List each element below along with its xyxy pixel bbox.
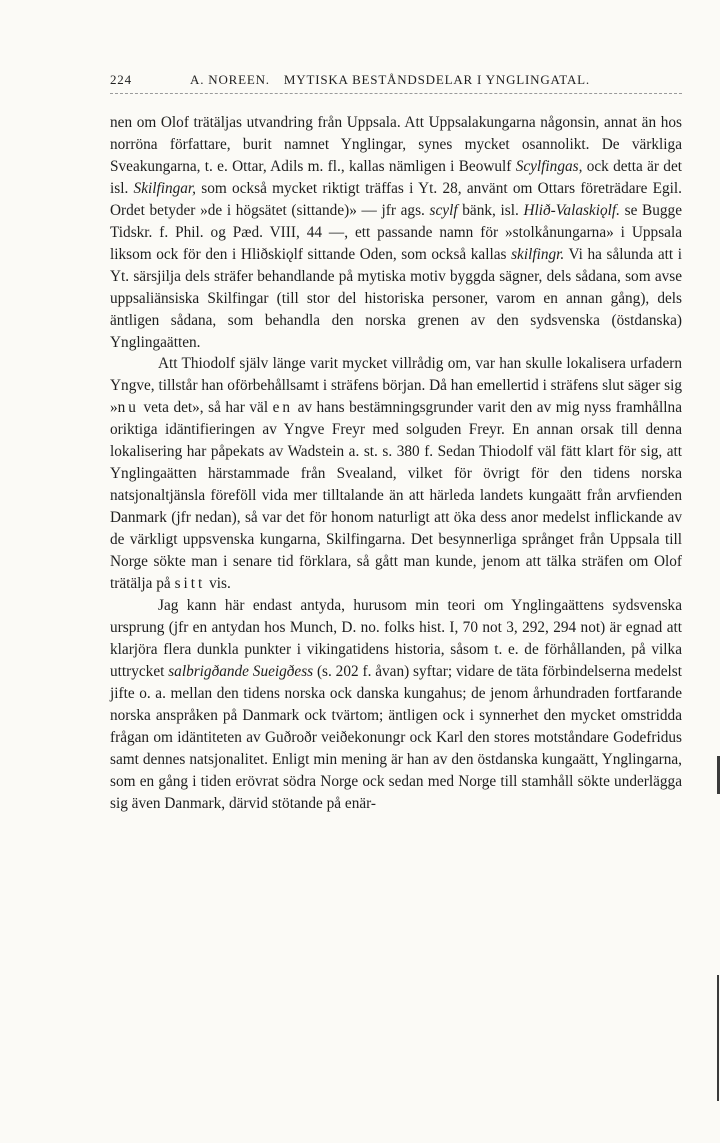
text-segment: vis.	[205, 575, 231, 593]
running-head-title: MYTISKA BESTÅNDSDELAR I YNGLINGATAL.	[283, 72, 590, 87]
text-segment: som också mycket riktigt träffas i Yt. 28, använt om Ottars företrädare Egil. Ordet betyder »de i högsätet (sittande)» — jfr ags.	[110, 179, 682, 219]
running-header	[110, 72, 682, 94]
text-segment: se Bugge Tidskr. f. Phil. og Pæd. VIII, 44 —, ett passande namn för »stolkånungarna» i Uppsala liksom ock för den i Hliðskiǫlf sittande Oden, som också kallas	[110, 201, 682, 263]
running-head	[190, 72, 682, 88]
text-segment: scylf	[429, 201, 458, 219]
text-segment: Jag kann här endast antyda, hurusom min teori om Ynglingaättens sydsvenska ursprung (jfr en antydan hos Munch, D. no. folks hist. I, 70 not 3, 292, 294 not) är egnad att klarjöra flera dunkla punkter i vikingatidens historia, såsom t. e. de förhållanden, på vilka uttrycket	[110, 596, 682, 680]
text-segment: veta det», så har väl	[138, 399, 273, 417]
text-segment: Skilfingar,	[133, 179, 197, 197]
paragraph	[110, 595, 682, 815]
text-segment: ock detta är det isl.	[110, 157, 682, 197]
paragraph	[110, 353, 682, 594]
text-segment: sitt	[174, 575, 206, 593]
text-segment: (s. 202 f. åvan) syftar; vidare de täta förbindelserna medelst jifte o. a. mellan den tidens norska ock danska kungahus; de jenom århundraden fortfarande norska anspråken på Danmark ock tvärtom; äntligen ock i synnerhet den mycket omstridda frågan om idäntiteten av Guðroðr veiðekonungr ock Karl den stores motståndare Godefridus samt dennes natsjonalitet. Enligt min mening är han av den östdanska kungaätt, Ynglingarna, som en gång i tiden erövrat södra Norge ock sedan med Norge till stamhåll sökte underlägga sig även Danmark, därvid stötande på enär-	[110, 662, 682, 812]
text-segment: Scylfingas,	[515, 157, 583, 175]
text-segment: skilfingr.	[511, 245, 565, 263]
margin-mark	[717, 975, 719, 1101]
text-segment: nen om Olof trätäljas utvandring från Uppsala. Att Uppsalakungarna någonsin, annat än hos norröna författare, burit namnet Ynglingar, synes mycket osannolikt. De värkliga Sveakungarna, t. e. Ottar, Adils m. fl., kallas nämligen i Beowulf	[110, 114, 682, 175]
text-segment: nu	[117, 399, 139, 417]
text-segment: en	[272, 399, 294, 417]
running-head-author: A. NOREEN.	[190, 72, 270, 87]
text-segment: Vi ha sålunda att i Yt. särsjilja dels sträfer behandlande på mytiska motiv byggda sägner, dels sådana, som avse uppsaliänsiska Skilfingar (till stor del historiska personer, varom en annan gång), dels äntligen sådana, som behandla den norska grenen av den sydsvenska (östdanska) Ynglingaätten.	[110, 245, 682, 351]
text-segment: Hlið-Valaskiǫlf.	[523, 201, 620, 219]
text-segment: salbrigðande Sueigðess	[168, 662, 314, 680]
paragraph	[110, 112, 682, 353]
page-number: 224	[110, 72, 132, 87]
document-page	[110, 72, 682, 815]
text-segment: Att Thiodolf själv länge varit mycket villrådig om, var han skulle lokalisera urfadern Yngve, tillstår han oförbehållsamt i sträfens början. Då han emellertid i sträfens slut säger sig »	[110, 355, 682, 417]
text-segment: bänk, isl.	[457, 201, 524, 219]
body-text	[110, 112, 682, 815]
text-segment: av hans bestämningsgrunder varit den av mig nyss framhållna oriktiga idäntifieringen av Yngve Freyr med solguden Freyr. En annan orsak till denna lokalisering har påpekats av Wadstein a. st. s. 380 f. Sedan Thiodolf väl fätt klart för sig, att Ynglingaätten härstammade från Svealand, vilket för övrigt för den tidens norska natsjonaltjänsla föreföll vida mer tilltalande än att härleda landets kungaätt från arvfienden Danmark (jfr nedan), så var det för honom naturligt att öka dess anor medelst inflickande av de värkligt uppsvenska kungarna, Skilfingarna. Det besynnerliga språnget från Uppsala till Norge sökte man i senare tid förklara, så gått man kunde, jenom att tälka sträfen om Olof trätälja på	[110, 399, 682, 593]
